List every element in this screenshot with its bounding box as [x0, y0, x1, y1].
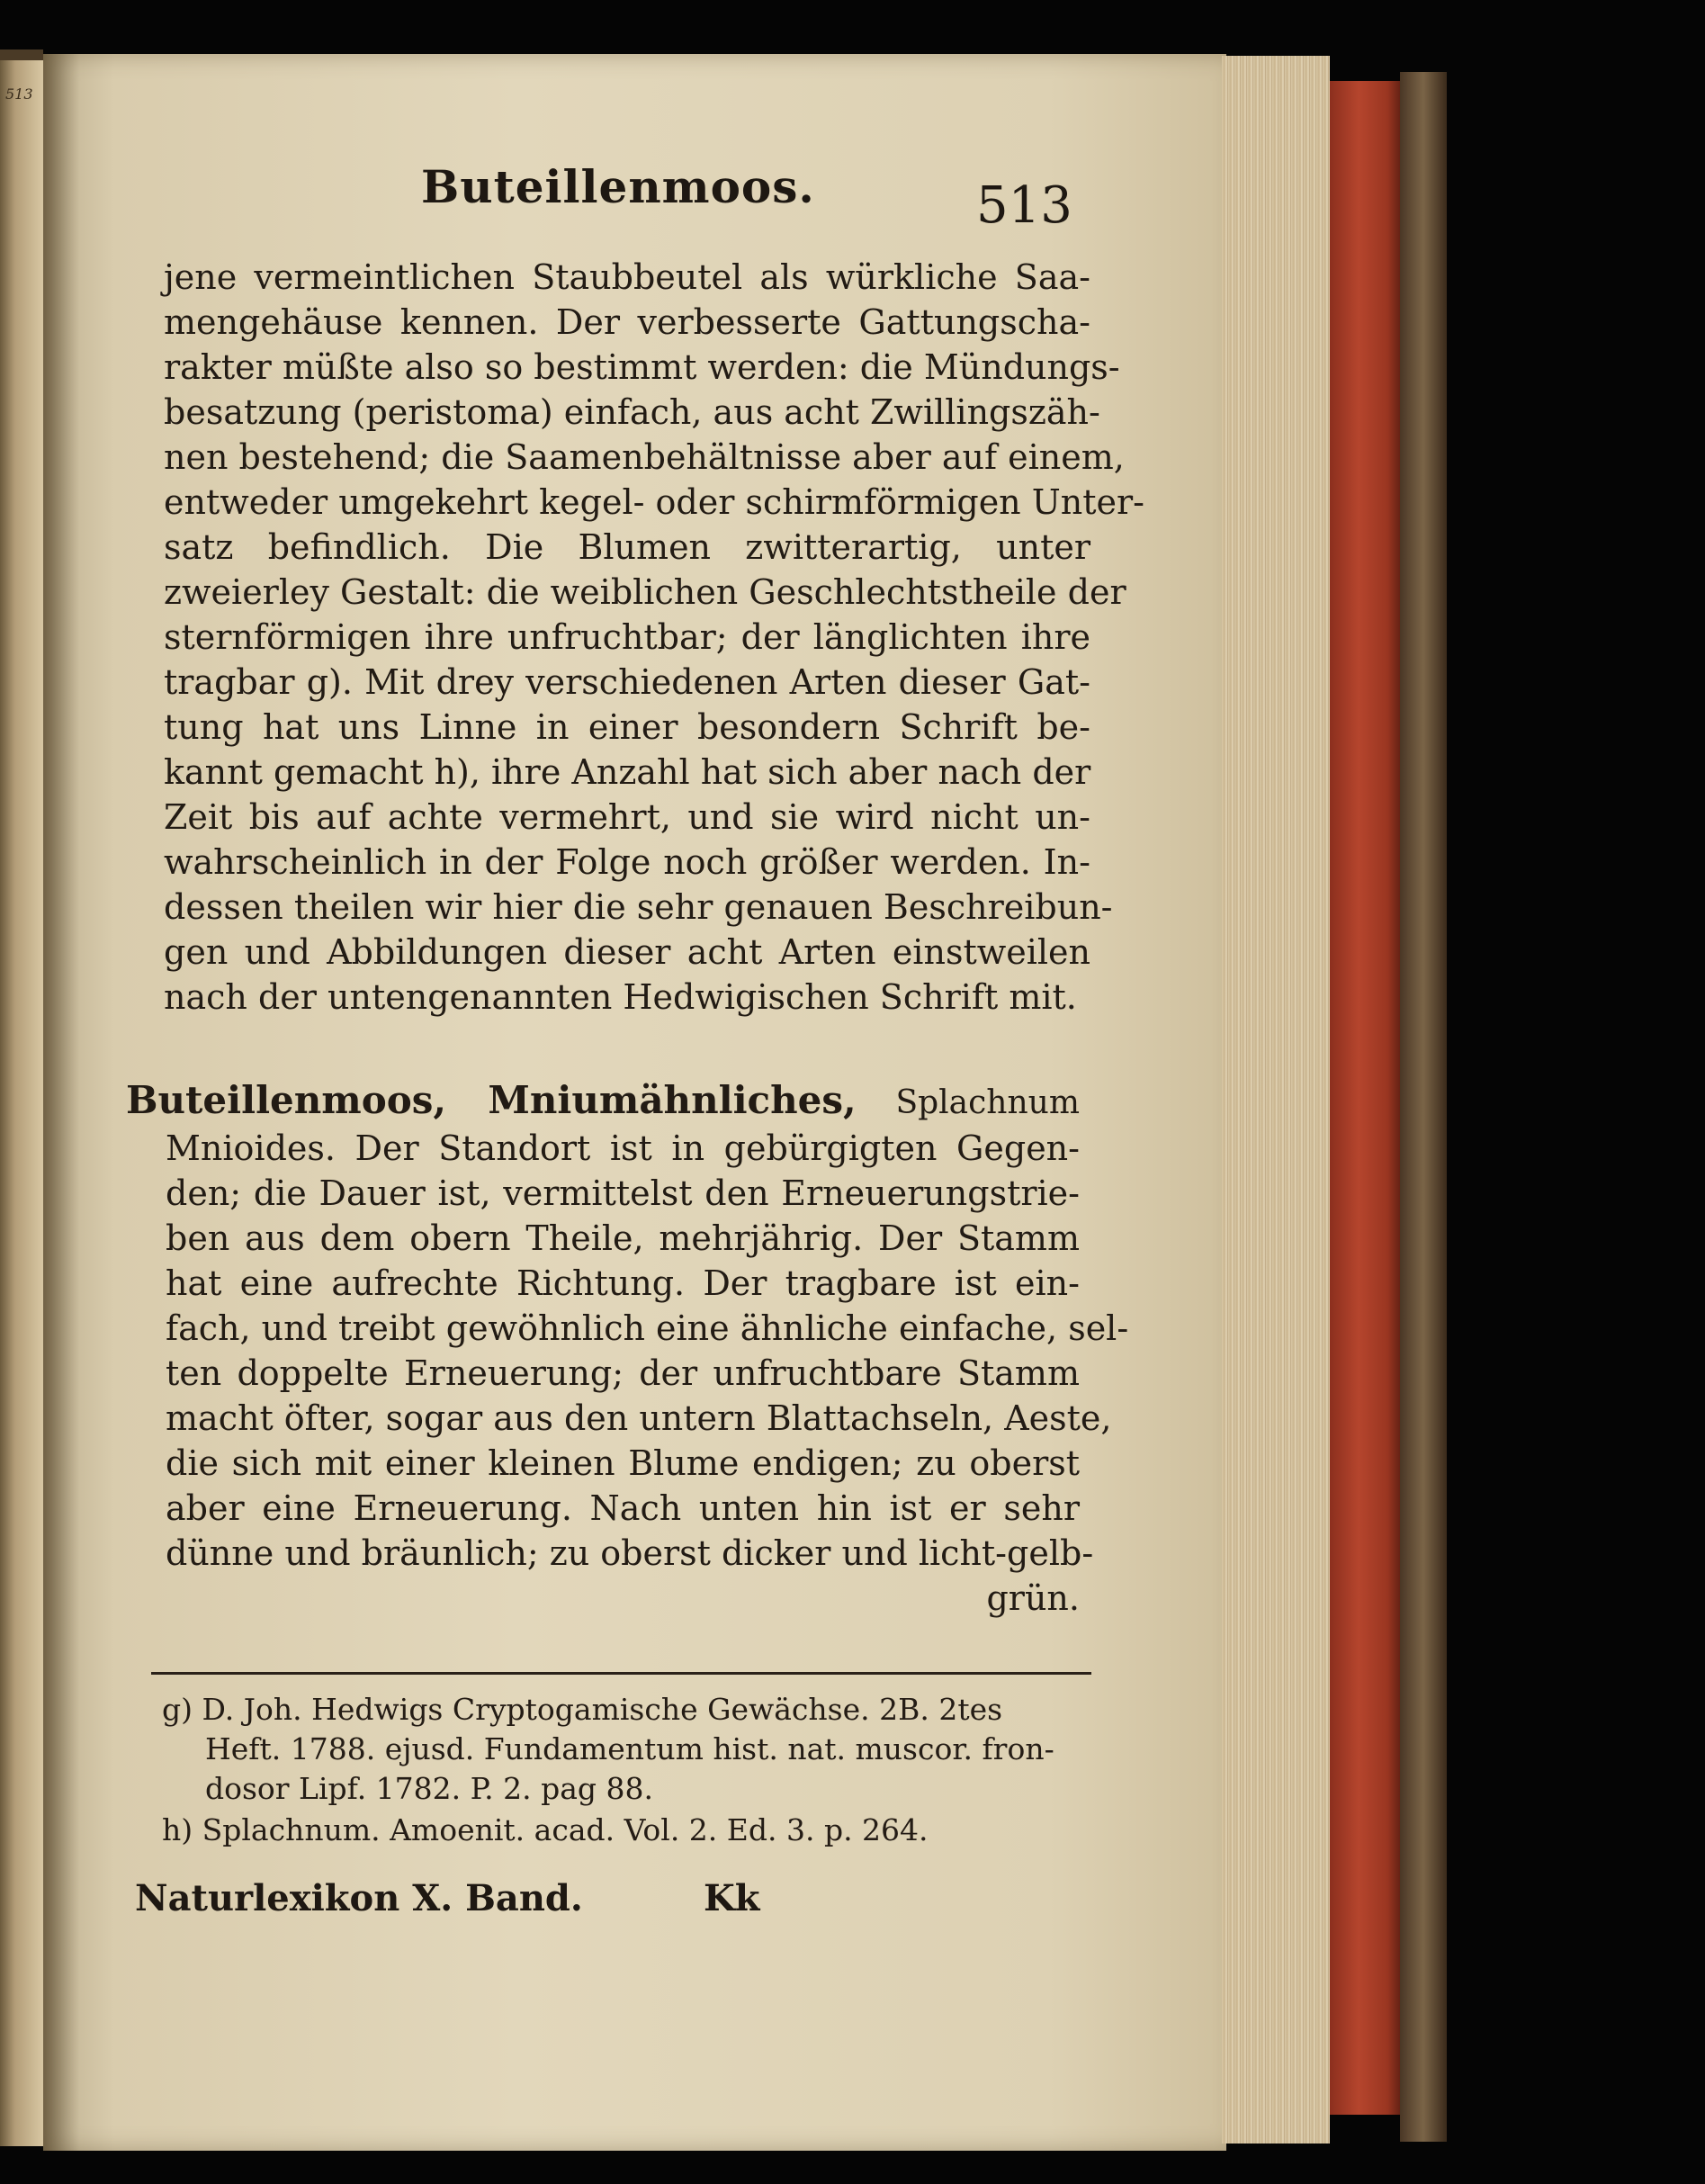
entry-heading-line [126, 1078, 1080, 1126]
body-line: entweder umgekehrt kegel- oder schirmförmigen Unter- [164, 482, 1144, 522]
footnote-rule [151, 1672, 1091, 1675]
left-facing-page [0, 49, 43, 2146]
entry-line: Mnioides. Der Standort ist in gebürgigten Gegen- [166, 1128, 1080, 1168]
body-line: rakter müßte also so bestimmt werden: die Mündungs- [164, 347, 1120, 387]
body-line: sternförmigen ihre unfruchtbar; der länglichten ihre [164, 617, 1090, 657]
footnote-line: Heft. 1788. ejusd. Fundamentum hist. nat. muscor. fron- [205, 1731, 1054, 1766]
entry-line: hat eine aufrechte Richtung. Der tragbare ist ein- [166, 1263, 1080, 1303]
body-line: tragbar g). Mit drey verschiedenen Arten dieser Gat- [164, 662, 1090, 702]
signature-mark: Naturlexikon X. Band. [135, 1877, 583, 1919]
body-line: dessen theilen wir hier die sehr genauen Beschreibun- [164, 887, 1113, 927]
footnote-g [162, 1690, 1116, 1809]
body-line: zweierley Gestalt: die weiblichen Geschlechtstheile der [164, 572, 1126, 612]
entry-line: ben aus dem obern Theile, mehrjährig. Der Stamm [166, 1218, 1080, 1258]
entry-line: den; die Dauer ist, vermittelst den Erneuerungstrie- [166, 1173, 1080, 1213]
page-number: 513 [976, 176, 1072, 235]
footnote-h [162, 1811, 1116, 1850]
body-line: besatzung (peristoma) einfach, aus acht Zwillingszäh- [164, 392, 1100, 432]
body-line: tung hat uns Linne in einer besondern Schrift be- [164, 707, 1090, 747]
footnote-line: dosor Lipf. 1782. P. 2. pag 88. [205, 1771, 653, 1806]
entry-line: die sich mit einer kleinen Blume endigen; zu oberst [166, 1443, 1080, 1483]
body-line: nach der untengenannten Hedwigischen Schrift mit. [164, 977, 1077, 1017]
entry-line: aber eine Erneuerung. Nach unten hin ist er sehr [166, 1488, 1080, 1528]
body-line: kannt gemacht h), ihre Anzahl hat sich aber nach der [164, 752, 1091, 792]
entry-line: macht öfter, sogar aus den untern Blattachseln, Aeste, [166, 1398, 1112, 1438]
body-line: gen und Abbildungen dieser acht Arten einstweilen [164, 932, 1090, 972]
running-header-title: Buteillenmoos. [421, 160, 815, 213]
entry-last-word: grün. [986, 1578, 1080, 1618]
body-text [164, 255, 1144, 1020]
body-line: mengehäuse kennen. Der verbesserte Gattungscha- [164, 302, 1090, 342]
entry-heading: Buteillenmoos, Mniumähnliches, [126, 1078, 857, 1122]
gutter-shadow [43, 54, 79, 2151]
footnote-line: h) Splachnum. Amoenit. acad. Vol. 2. Ed. 3. p. 264. [162, 1812, 929, 1847]
left-page-number: 513 [5, 85, 33, 103]
body-line: Zeit bis auf achte vermehrt, und sie wird nicht un- [164, 797, 1090, 837]
footnote-line: g) D. Joh. Hedwigs Cryptogamische Gewächse. 2B. 2tes [162, 1692, 1003, 1727]
catchword: Kk [704, 1877, 760, 1919]
entry-line: fach, und treibt gewöhnlich eine ähnliche einfache, sel- [166, 1308, 1129, 1348]
body-line: jene vermeintlichen Staubbeutel als würkliche Saa- [164, 257, 1090, 297]
species-entry [126, 1078, 1129, 1621]
book-binding [1400, 72, 1447, 2142]
entry-line: ten doppelte Erneuerung; der unfruchtbare Stamm [166, 1353, 1080, 1393]
red-page-edge [1330, 81, 1402, 2115]
entry-scientific-name: Splachnum [895, 1084, 1080, 1121]
entry-line: dünne und bräunlich; zu oberst dicker und licht-gelb- [166, 1533, 1094, 1573]
left-page-edge [0, 49, 43, 60]
body-line: satz befindlich. Die Blumen zwitterartig, unter [164, 527, 1090, 567]
page-edges [1222, 56, 1330, 2144]
body-line: wahrscheinlich in der Folge noch größer werden. In- [164, 842, 1090, 882]
body-line: nen bestehend; die Saamenbehältnisse aber auf einem, [164, 437, 1125, 477]
